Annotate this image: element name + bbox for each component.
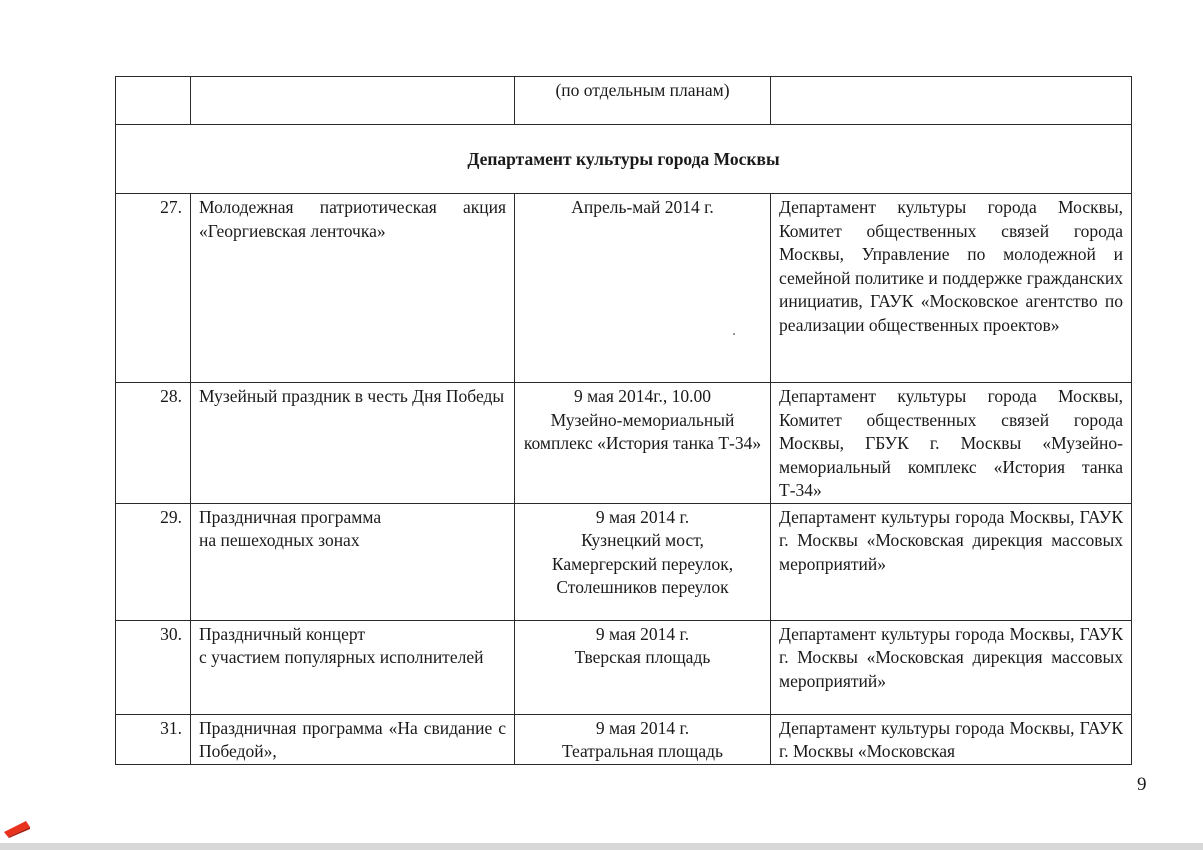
responsible: Департамент культуры города Москвы, ГАУК г. Москвы «Московская дирекция массовых мероприятий» — [771, 503, 1132, 620]
event-name: Праздничный концерт с участием популярных исполнителей — [191, 620, 515, 714]
date-place: 9 мая 2014 г. Кузнецкий мост, Камергерский переулок, Столешников переулок — [515, 503, 771, 620]
event-name: Музейный праздник в честь Дня Победы — [191, 383, 515, 504]
scan-speck — [733, 333, 735, 335]
date-place: 9 мая 2014г., 10.00 Музейно-мемориальный комплекс «История танка Т-34» — [515, 383, 771, 504]
row-number: 28. — [116, 383, 191, 504]
date-place: 9 мая 2014 г. Театральная площадь — [515, 714, 771, 764]
events-table — [115, 76, 1132, 765]
event-name — [191, 77, 515, 125]
row-number: 29. — [116, 503, 191, 620]
row-number: 31. — [116, 714, 191, 764]
scan-edge-strip — [0, 843, 1203, 850]
section-title: Департамент культуры города Москвы — [116, 125, 1132, 194]
responsible: Департамент культуры города Москвы, Комитет общественных связей города Москвы, Управление по молодежной и семейной политике и поддержке гражданских инициатив, ГАУК «Московское агентство по реализации общественных проектов» — [771, 194, 1132, 383]
table-row — [116, 620, 1132, 714]
event-name: Молодежная патриотическая акция «Георгиевская ленточка» — [191, 194, 515, 383]
table-row — [116, 194, 1132, 383]
date-place: (по отдельным планам) — [515, 77, 771, 125]
responsible: Департамент культуры города Москвы, ГАУК г. Москвы «Московская дирекция массовых мероприятий» — [771, 620, 1132, 714]
page-number: 9 — [1137, 774, 1147, 795]
table-row — [116, 714, 1132, 764]
table-row — [116, 77, 1132, 125]
section-header-row — [116, 125, 1132, 194]
table-row — [116, 383, 1132, 504]
stamp-logo-icon — [2, 818, 32, 838]
responsible: Департамент культуры города Москвы, Комитет общественных связей города Москвы, ГБУК г. Москвы «Музейно-мемориальный комплекс «История танка Т-34» — [771, 383, 1132, 504]
date-place: Апрель-май 2014 г. — [515, 194, 771, 383]
row-number: 30. — [116, 620, 191, 714]
date-place: 9 мая 2014 г. Тверская площадь — [515, 620, 771, 714]
event-name: Праздничная программа «На свидание с Победой», — [191, 714, 515, 764]
row-number — [116, 77, 191, 125]
row-number: 27. — [116, 194, 191, 383]
responsible — [771, 77, 1132, 125]
event-name: Праздничная программа на пешеходных зонах — [191, 503, 515, 620]
table-row — [116, 503, 1132, 620]
responsible: Департамент культуры города Москвы, ГАУК г. Москвы «Московская — [771, 714, 1132, 764]
